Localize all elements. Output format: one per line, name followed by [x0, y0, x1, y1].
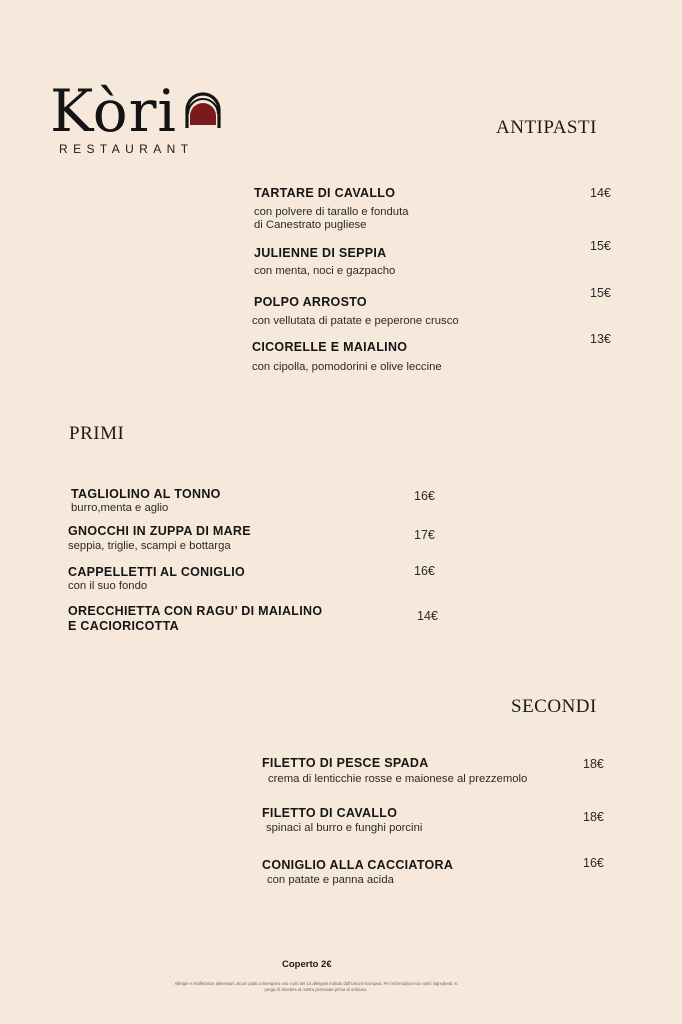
- dish-description: crema di lenticchie rosse e maionese al prezzemolo: [268, 773, 528, 785]
- dish-description: con polvere di tarallo e fonduta: [254, 206, 409, 218]
- dish-price: 16€: [414, 564, 435, 578]
- dish-description: con vellutata di patate e peperone crusco: [252, 315, 459, 327]
- dish-name: TAGLIOLINO AL TONNO: [71, 487, 221, 501]
- dish-name: TARTARE DI CAVALLO: [254, 186, 396, 200]
- dish-price: 18€: [583, 757, 604, 771]
- allergen-notice-line: prega di chiedere al nostro personale prima di ordinare.: [264, 986, 368, 992]
- dish-name: FILETTO DI CAVALLO: [262, 806, 398, 820]
- dish-name-line2: E CACIORICOTTA: [68, 619, 179, 633]
- dish-price: 15€: [590, 239, 611, 253]
- dish-description: con menta, noci e gazpacho: [254, 265, 396, 277]
- dish-name: CONIGLIO ALLA CACCIATORA: [262, 858, 454, 872]
- dish-description: spinaci al burro e funghi porcini: [266, 822, 423, 834]
- dish-name: FILETTO DI PESCE SPADA: [262, 756, 429, 770]
- dish-price: 15€: [590, 286, 611, 300]
- dish-price: 14€: [590, 186, 611, 200]
- cover-charge: Coperto 2€: [282, 959, 332, 970]
- primi-title: PRIMI: [69, 423, 125, 444]
- dish-description: seppia, triglie, scampi e bottarga: [68, 540, 231, 552]
- dish-name: ORECCHIETTA CON RAGU’ DI MAIALINO: [68, 604, 323, 618]
- secondi-title: SECONDI: [511, 696, 597, 717]
- dish-price: 16€: [583, 856, 604, 870]
- dish-price: 17€: [414, 528, 435, 542]
- dish-name: JULIENNE DI SEPPIA: [254, 246, 387, 260]
- dish-price: 16€: [414, 489, 435, 503]
- dish-name: CICORELLE E MAIALINO: [252, 340, 408, 354]
- dish-description: di Canestrato pugliese: [254, 219, 367, 231]
- logo-tagline: RESTAURANT: [59, 142, 194, 156]
- antipasti-title: ANTIPASTI: [496, 117, 597, 138]
- restaurant-logo: [50, 77, 225, 160]
- dish-name: GNOCCHI IN ZUPPA DI MARE: [68, 524, 251, 538]
- dish-name: CAPPELLETTI AL CONIGLIO: [68, 565, 246, 579]
- dish-description: con patate e panna acida: [267, 874, 394, 886]
- dish-description: con il suo fondo: [68, 580, 148, 592]
- dish-description: con cipolla, pomodorini e olive leccine: [252, 361, 442, 373]
- allergen-notice: [166, 981, 466, 992]
- dish-description: burro,menta e aglio: [71, 502, 169, 514]
- allergen-notice-line: Allergie e intolleranze alimentari: alcuni piatti contengono uno o più dei 14 allergeni indicati dall'Unione Europea. Per informazioni sui nostri ingredienti, si: [174, 981, 458, 986]
- dish-price: 14€: [417, 609, 438, 623]
- dish-price: 13€: [590, 332, 611, 346]
- logo-dome-icon: [184, 90, 222, 130]
- dish-name: POLPO ARROSTO: [254, 295, 367, 309]
- dish-price: 18€: [583, 810, 604, 824]
- logo-wordmark: Kòri: [50, 77, 177, 145]
